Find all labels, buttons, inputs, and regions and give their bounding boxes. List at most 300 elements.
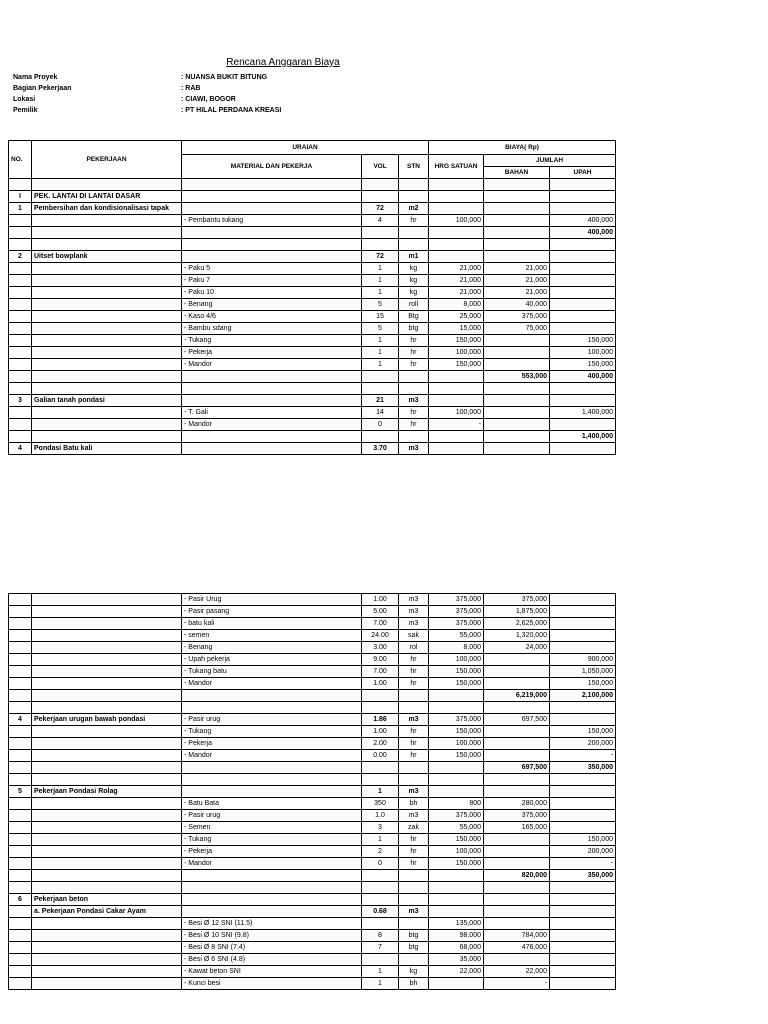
col-bahan: [484, 431, 550, 443]
col-upah: [550, 714, 616, 726]
col-upah: [550, 323, 616, 335]
col-upah: [550, 263, 616, 275]
col-stn: m3: [399, 714, 429, 726]
col-no: [9, 383, 32, 395]
col-bahan: -: [484, 978, 550, 990]
table-row: [9, 383, 616, 395]
col-stn: kg: [399, 275, 429, 287]
col-vol: [362, 690, 399, 702]
table-row: [9, 594, 616, 606]
col-vol: 2.00: [362, 738, 399, 750]
col-pekerjaan: Pekerjaan urugan bawah pondasi: [32, 714, 182, 726]
table-row: [9, 642, 616, 654]
col-upah: 400,000: [550, 215, 616, 227]
col-hrg-satuan: 150,000: [429, 750, 484, 762]
col-hrg-satuan: 21,000: [429, 287, 484, 299]
col-upah: [550, 954, 616, 966]
col-material: [182, 371, 362, 383]
col-vol: 1.0: [362, 810, 399, 822]
col-stn: kg: [399, 287, 429, 299]
col-bahan: 375,000: [484, 594, 550, 606]
col-bahan: 697,500: [484, 762, 550, 774]
col-no: [9, 798, 32, 810]
col-stn: hr: [399, 654, 429, 666]
table-row: [9, 431, 616, 443]
col-vol: 1: [362, 275, 399, 287]
col-upah: 150,000: [550, 726, 616, 738]
col-bahan: 1,875,000: [484, 606, 550, 618]
col-bahan: [484, 882, 550, 894]
table-row: [9, 371, 616, 383]
col-bahan: [484, 227, 550, 239]
col-material: [182, 431, 362, 443]
col-pekerjaan: [32, 618, 182, 630]
col-upah: [550, 251, 616, 263]
table-row: [9, 191, 616, 203]
info-row-owner: [13, 105, 413, 116]
col-bahan: 6,219,000: [484, 690, 550, 702]
col-material: - Besi Ø 12 SNI (11.5): [182, 918, 362, 930]
col-vol: [362, 882, 399, 894]
col-bahan: 40,000: [484, 299, 550, 311]
col-pekerjaan: [32, 762, 182, 774]
col-no: [9, 407, 32, 419]
col-pekerjaan: [32, 834, 182, 846]
col-material: - Besi Ø 8 SNI (7.4): [182, 942, 362, 954]
info-key: Nama Proyek: [13, 74, 58, 81]
col-hrg-satuan: -: [429, 419, 484, 431]
col-stn: hr: [399, 359, 429, 371]
table-row: [9, 822, 616, 834]
col-vol: 0: [362, 858, 399, 870]
col-vol: [362, 371, 399, 383]
document-title: Rencana Anggaran Biaya: [226, 57, 340, 68]
table-row: [9, 239, 616, 251]
col-material: - Mandor: [182, 750, 362, 762]
col-vol: 1: [362, 978, 399, 990]
col-no: [9, 690, 32, 702]
col-pekerjaan: PEK. LANTAI DI LANTAI DASAR: [32, 191, 182, 203]
col-material: - Pekerja: [182, 738, 362, 750]
col-no: [9, 822, 32, 834]
col-bahan: [484, 918, 550, 930]
col-no: 5: [9, 786, 32, 798]
col-material: - Mandor: [182, 419, 362, 431]
col-no: [9, 870, 32, 882]
col-hrg-satuan: 100,000: [429, 215, 484, 227]
table-row: [9, 443, 616, 455]
col-hrg-satuan: 8,000: [429, 642, 484, 654]
col-no: [9, 179, 32, 191]
table-row: [9, 918, 616, 930]
col-pekerjaan: [32, 606, 182, 618]
col-hrg-satuan: 68,000: [429, 942, 484, 954]
col-pekerjaan: [32, 179, 182, 191]
col-material: - Mandor: [182, 678, 362, 690]
col-bahan: [484, 834, 550, 846]
col-stn: m3: [399, 810, 429, 822]
col-stn: hr: [399, 678, 429, 690]
col-upah: [550, 311, 616, 323]
col-hrg-satuan: [429, 702, 484, 714]
col-material: - Batu Bata: [182, 798, 362, 810]
col-upah: [550, 918, 616, 930]
col-stn: hr: [399, 347, 429, 359]
col-material: - Pasir urug: [182, 810, 362, 822]
col-no: [9, 954, 32, 966]
col-pekerjaan: [32, 323, 182, 335]
col-vol: 3: [362, 822, 399, 834]
col-material: [182, 239, 362, 251]
col-stn: m3: [399, 618, 429, 630]
col-pekerjaan: [32, 690, 182, 702]
info-key: Lokasi: [13, 96, 36, 103]
col-vol: 2: [362, 846, 399, 858]
col-pekerjaan: [32, 383, 182, 395]
col-stn: hr: [399, 738, 429, 750]
col-upah: [550, 882, 616, 894]
col-material: [182, 774, 362, 786]
col-bahan: [484, 239, 550, 251]
col-vol: 350: [362, 798, 399, 810]
col-vol: 3.70: [362, 443, 399, 455]
col-stn: [399, 870, 429, 882]
col-vol: 1.00: [362, 726, 399, 738]
col-bahan: [484, 251, 550, 263]
col-stn: [399, 383, 429, 395]
col-material: - Benang: [182, 642, 362, 654]
table-row: [9, 966, 616, 978]
col-material: - Pembantu tukang: [182, 215, 362, 227]
col-material: - Tukang: [182, 726, 362, 738]
table-row: [9, 359, 616, 371]
col-stn: m3: [399, 594, 429, 606]
col-upah: 200,000: [550, 738, 616, 750]
col-pekerjaan: Pekerjaan beton: [32, 894, 182, 906]
col-stn: [399, 191, 429, 203]
col-hrg-satuan: [429, 786, 484, 798]
col-hrg-satuan: 150,000: [429, 726, 484, 738]
col-hrg-satuan: [429, 371, 484, 383]
col-pekerjaan: [32, 263, 182, 275]
col-stn: bh: [399, 978, 429, 990]
header-jumlah: JUMLAH: [484, 155, 616, 167]
col-upah: [550, 419, 616, 431]
col-stn: hr: [399, 726, 429, 738]
info-value: : NUANSA BUKIT BITUNG: [181, 74, 268, 81]
col-material: [182, 894, 362, 906]
col-material: [182, 203, 362, 215]
col-bahan: [484, 419, 550, 431]
col-hrg-satuan: [429, 762, 484, 774]
col-stn: m3: [399, 395, 429, 407]
col-bahan: 375,000: [484, 311, 550, 323]
col-bahan: 165,000: [484, 822, 550, 834]
col-stn: Btg: [399, 311, 429, 323]
table-row: [9, 726, 616, 738]
col-hrg-satuan: 55,000: [429, 822, 484, 834]
table-row: [9, 930, 616, 942]
table-row: [9, 882, 616, 894]
table-row: [9, 678, 616, 690]
col-pekerjaan: [32, 215, 182, 227]
col-material: [182, 786, 362, 798]
table-row: [9, 786, 616, 798]
col-pekerjaan: [32, 966, 182, 978]
col-bahan: [484, 774, 550, 786]
col-vol: 1: [362, 786, 399, 798]
col-pekerjaan: [32, 918, 182, 930]
col-upah: [550, 810, 616, 822]
col-pekerjaan: [32, 227, 182, 239]
col-bahan: 24,000: [484, 642, 550, 654]
table-row: [9, 606, 616, 618]
col-no: [9, 750, 32, 762]
col-pekerjaan: [32, 750, 182, 762]
col-upah: 400,000: [550, 371, 616, 383]
col-no: [9, 630, 32, 642]
col-upah: 150,000: [550, 335, 616, 347]
col-stn: hr: [399, 834, 429, 846]
col-bahan: 21,000: [484, 287, 550, 299]
col-material: - Pasir Urug: [182, 594, 362, 606]
col-pekerjaan: [32, 359, 182, 371]
col-vol: 8: [362, 930, 399, 942]
col-bahan: 1,320,000: [484, 630, 550, 642]
col-vol: [362, 191, 399, 203]
col-material: - Kunci besi: [182, 978, 362, 990]
col-stn: kg: [399, 966, 429, 978]
col-vol: 14: [362, 407, 399, 419]
col-bahan: [484, 383, 550, 395]
col-hrg-satuan: [429, 191, 484, 203]
col-pekerjaan: Pekerjaan Pondasi Rolag: [32, 786, 182, 798]
col-no: [9, 359, 32, 371]
col-hrg-satuan: 150,000: [429, 858, 484, 870]
col-stn: m1: [399, 251, 429, 263]
col-bahan: 22,000: [484, 966, 550, 978]
col-pekerjaan: [32, 654, 182, 666]
col-vol: 21: [362, 395, 399, 407]
col-bahan: [484, 359, 550, 371]
col-material: [182, 690, 362, 702]
col-vol: 1: [362, 359, 399, 371]
col-no: [9, 299, 32, 311]
col-hrg-satuan: [429, 239, 484, 251]
col-no: [9, 762, 32, 774]
col-vol: [362, 870, 399, 882]
col-material: [182, 227, 362, 239]
col-no: 2: [9, 251, 32, 263]
col-upah: [550, 702, 616, 714]
col-hrg-satuan: 8,000: [429, 299, 484, 311]
col-pekerjaan: [32, 431, 182, 443]
col-no: 3: [9, 395, 32, 407]
col-stn: [399, 431, 429, 443]
col-no: [9, 594, 32, 606]
header-vol: VOL: [362, 155, 399, 179]
col-no: [9, 431, 32, 443]
col-hrg-satuan: 150,000: [429, 678, 484, 690]
col-material: - Kaso 4/6: [182, 311, 362, 323]
col-material: [182, 383, 362, 395]
col-pekerjaan: [32, 239, 182, 251]
header-no: NO.: [9, 141, 32, 179]
col-stn: hr: [399, 335, 429, 347]
table-row: [9, 978, 616, 990]
table-row: [9, 287, 616, 299]
col-vol: 4: [362, 215, 399, 227]
col-hrg-satuan: 55,000: [429, 630, 484, 642]
col-no: [9, 287, 32, 299]
col-vol: 0: [362, 419, 399, 431]
col-stn: m3: [399, 443, 429, 455]
col-no: [9, 666, 32, 678]
col-stn: rol: [399, 642, 429, 654]
col-stn: [399, 702, 429, 714]
col-material: - Semen: [182, 822, 362, 834]
col-hrg-satuan: [429, 383, 484, 395]
col-hrg-satuan: 150,000: [429, 666, 484, 678]
col-hrg-satuan: 375,000: [429, 606, 484, 618]
col-bahan: [484, 726, 550, 738]
col-no: [9, 846, 32, 858]
col-hrg-satuan: 35,000: [429, 954, 484, 966]
col-hrg-satuan: [429, 906, 484, 918]
header-bahan: BAHAN: [484, 167, 550, 179]
col-pekerjaan: Pembersihan dan kondisionalisasi tapak: [32, 203, 182, 215]
col-material: [182, 395, 362, 407]
col-stn: hr: [399, 666, 429, 678]
col-hrg-satuan: [429, 203, 484, 215]
table-row: [9, 762, 616, 774]
col-pekerjaan: [32, 678, 182, 690]
col-vol: 0.00: [362, 750, 399, 762]
col-material: [182, 702, 362, 714]
table-row: [9, 311, 616, 323]
col-no: [9, 774, 32, 786]
col-hrg-satuan: 25,000: [429, 311, 484, 323]
col-material: - T. Gali: [182, 407, 362, 419]
table-row: [9, 323, 616, 335]
table-row: [9, 347, 616, 359]
col-no: [9, 966, 32, 978]
col-stn: [399, 882, 429, 894]
col-bahan: [484, 666, 550, 678]
col-upah: [550, 299, 616, 311]
col-upah: [550, 191, 616, 203]
col-bahan: [484, 954, 550, 966]
col-pekerjaan: [32, 666, 182, 678]
col-no: [9, 978, 32, 990]
table-row: [9, 227, 616, 239]
col-pekerjaan: [32, 311, 182, 323]
col-material: [182, 906, 362, 918]
col-upah: [550, 798, 616, 810]
col-bahan: [484, 678, 550, 690]
col-pekerjaan: [32, 726, 182, 738]
col-material: - Pekerja: [182, 846, 362, 858]
col-no: [9, 419, 32, 431]
col-vol: [362, 762, 399, 774]
col-hrg-satuan: 21,000: [429, 275, 484, 287]
col-no: [9, 882, 32, 894]
col-vol: [362, 227, 399, 239]
col-vol: 9.00: [362, 654, 399, 666]
header-pekerjaan: PEKERJAAN: [32, 141, 182, 179]
col-vol: [362, 179, 399, 191]
col-hrg-satuan: 800: [429, 798, 484, 810]
col-vol: 5: [362, 299, 399, 311]
col-material: - Pekerja: [182, 347, 362, 359]
col-upah: 900,000: [550, 654, 616, 666]
col-pekerjaan: [32, 930, 182, 942]
col-pekerjaan: a. Pekerjaan Pondasi Cakar Ayam: [32, 906, 182, 918]
header-hrg: HRG SATUAN: [429, 155, 484, 179]
col-bahan: 553,000: [484, 371, 550, 383]
col-vol: 3.00: [362, 642, 399, 654]
col-pekerjaan: [32, 275, 182, 287]
col-stn: zak: [399, 822, 429, 834]
table-row: [9, 954, 616, 966]
col-no: [9, 654, 32, 666]
col-vol: 7.00: [362, 618, 399, 630]
info-key: Bagian Pekerjaan: [13, 85, 72, 92]
col-bahan: 21,000: [484, 263, 550, 275]
col-hrg-satuan: 375,000: [429, 594, 484, 606]
col-pekerjaan: [32, 978, 182, 990]
col-material: - Paku 10: [182, 287, 362, 299]
col-stn: btg: [399, 930, 429, 942]
table-row: [9, 335, 616, 347]
col-material: - Mandor: [182, 359, 362, 371]
col-upah: [550, 606, 616, 618]
col-no: [9, 930, 32, 942]
col-upah: [550, 774, 616, 786]
col-bahan: [484, 191, 550, 203]
info-row-location: [13, 94, 413, 105]
col-material: - Upah pekerja: [182, 654, 362, 666]
col-hrg-satuan: [429, 443, 484, 455]
col-bahan: [484, 407, 550, 419]
col-bahan: [484, 858, 550, 870]
col-pekerjaan: [32, 371, 182, 383]
col-pekerjaan: [32, 738, 182, 750]
col-hrg-satuan: 100,000: [429, 654, 484, 666]
col-upah: [550, 203, 616, 215]
col-no: [9, 810, 32, 822]
col-no: [9, 323, 32, 335]
col-material: [182, 191, 362, 203]
table-row: [9, 942, 616, 954]
col-hrg-satuan: 150,000: [429, 359, 484, 371]
col-stn: m2: [399, 203, 429, 215]
col-pekerjaan: [32, 407, 182, 419]
col-material: [182, 251, 362, 263]
col-bahan: 697,500: [484, 714, 550, 726]
col-no: 1: [9, 203, 32, 215]
col-stn: hr: [399, 419, 429, 431]
col-vol: [362, 431, 399, 443]
col-no: [9, 834, 32, 846]
col-no: [9, 702, 32, 714]
col-stn: [399, 179, 429, 191]
col-bahan: 75,000: [484, 323, 550, 335]
col-material: - Paku 7: [182, 275, 362, 287]
info-value: : CIAWI, BOGOR: [181, 96, 236, 103]
col-upah: [550, 966, 616, 978]
col-pekerjaan: [32, 630, 182, 642]
